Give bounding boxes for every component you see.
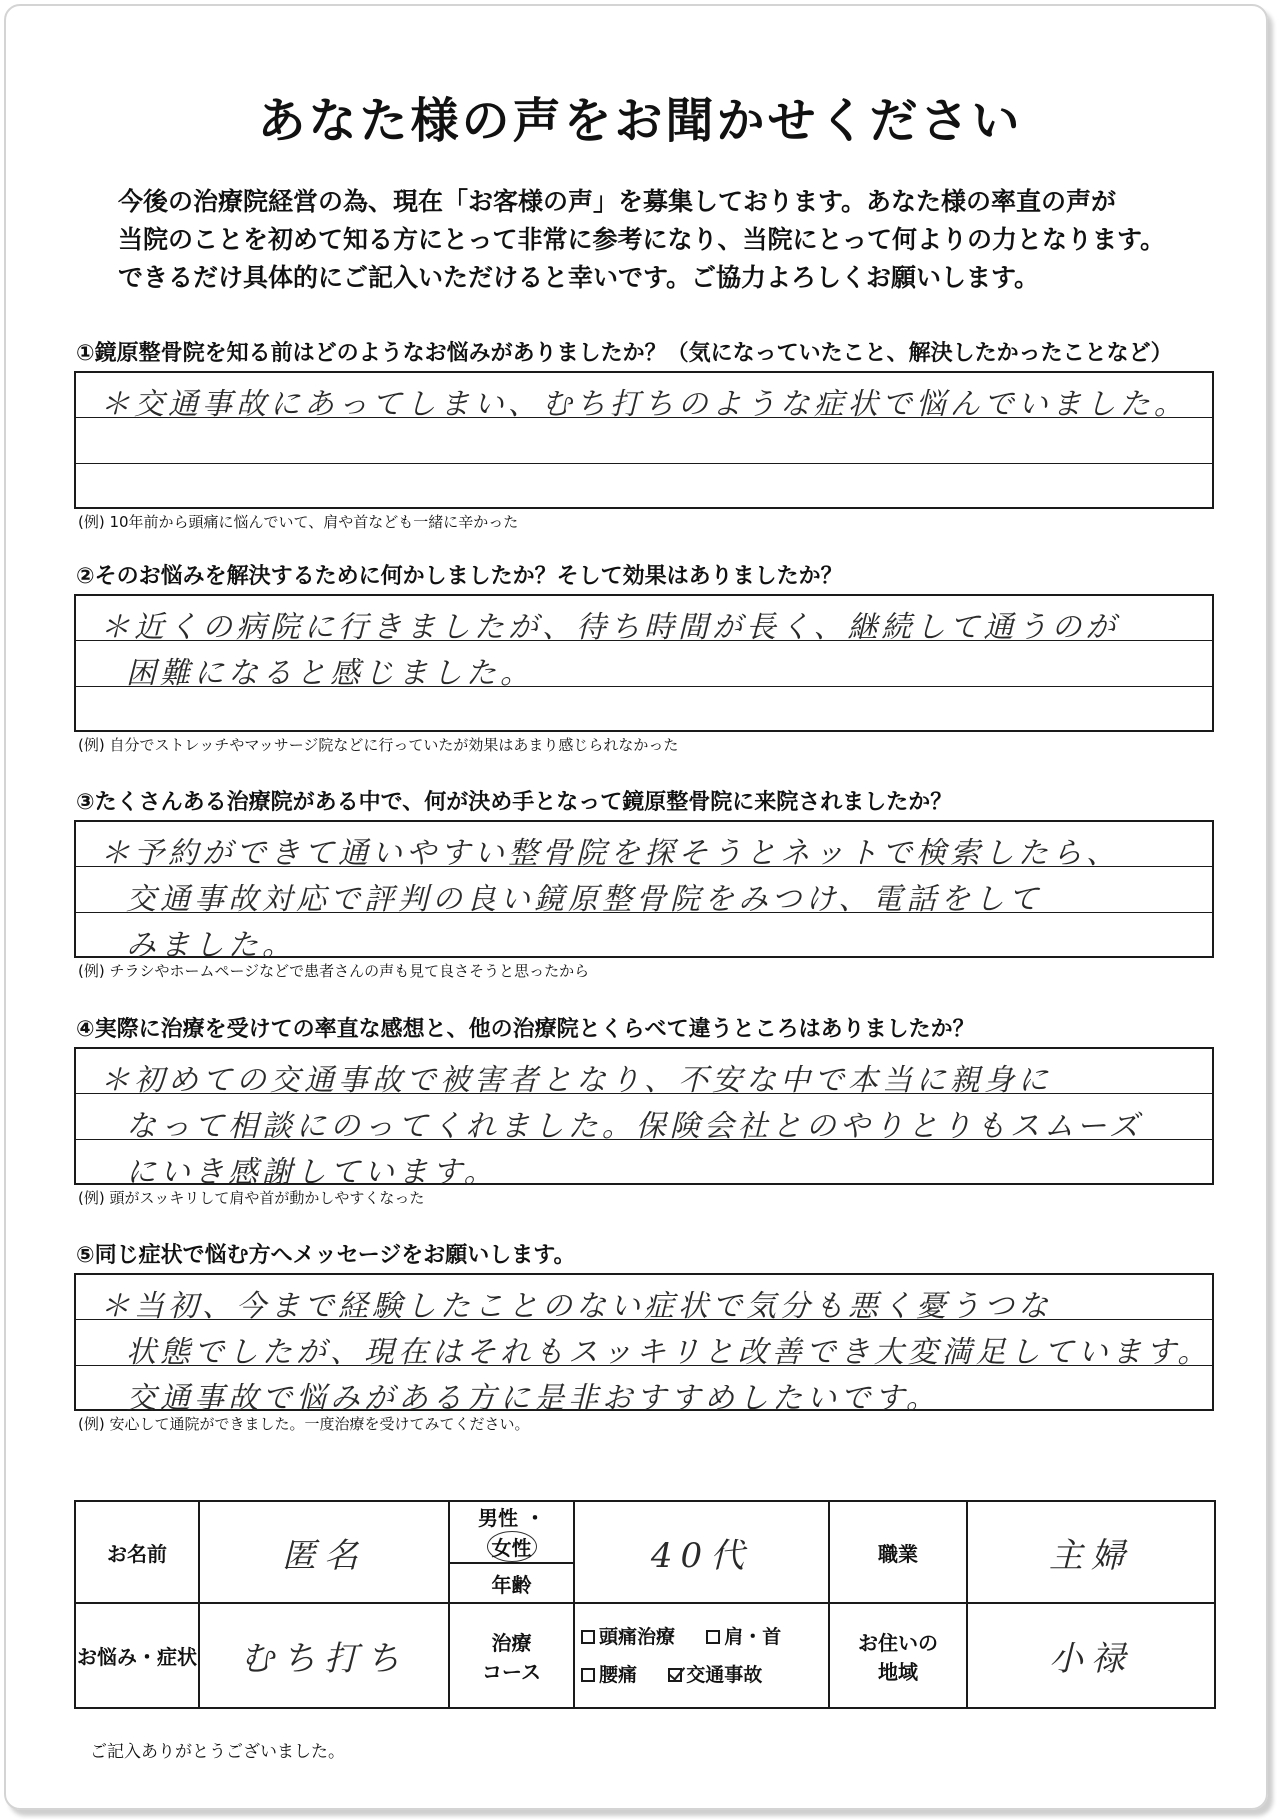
age-label: 年齢 (449, 1563, 574, 1603)
question-label: ③たくさんある治療院がある中で、何が決め手となって鏡原整骨院に来院されましたか？ (76, 790, 953, 815)
handwritten-answer-line: 状態でしたが、現在はそれもスッキリと改善でき大変満足しています。 (126, 1335, 1212, 1370)
checkbox-headache (581, 1630, 595, 1644)
course-label-line: コース (482, 1659, 541, 1684)
course-option-traffic-accident: 交通事故 (686, 1663, 763, 1686)
area-label (829, 1603, 967, 1708)
example-text: (例) 10年前から頭痛に悩んでいて、肩や首なども一緒に辛かった (78, 513, 519, 531)
question-section-1 (74, 336, 1214, 532)
answer-box (74, 371, 1214, 509)
thank-you-note: ご記入ありがとうございました。 (90, 1742, 345, 1762)
question-label: ⑤同じ症状で悩む方へメッセージをお願いします。 (76, 1243, 576, 1268)
job-label: 職業 (829, 1501, 967, 1603)
answer-box (74, 1273, 1214, 1416)
handwritten-answer-line: なって相談にのってくれました。保険会社とのやりとりもスムーズ (126, 1109, 1143, 1144)
checkbox-backpain (581, 1668, 595, 1682)
question-section-4 (74, 1012, 1214, 1208)
question-label: ①鏡原整骨院を知る前はどのようなお悩みがありましたか？（気になっていたこと、解決したかったことなど） (76, 341, 1173, 366)
gender-field (449, 1501, 574, 1563)
handwritten-answer-line: ＊交通事故にあってしまい、むち打ちのような症状で悩んでいました。 (100, 387, 1188, 422)
ruled-line (76, 463, 1212, 464)
symptom-label: お悩み・症状 (75, 1603, 199, 1708)
course-options (574, 1603, 829, 1708)
checkbox-shoulder-neck (706, 1630, 720, 1644)
handwritten-answer-line: ＊初めての交通事故で被害者となり、不安な中で本当に親身に (100, 1063, 1052, 1098)
intro-line: 今後の治療院経営の為、現在「お客様の声」を募集しております。あなた様の率直の声が (118, 187, 1117, 216)
handwritten-answer-line: ＊近くの病院に行きましたが、待ち時間が長く、継続して通うのが (100, 610, 1120, 645)
area-label-line: お住いの (858, 1630, 938, 1655)
question-section-2 (74, 559, 1214, 755)
example-text: (例) 自分でストレッチやマッサージ院などに行っていたが効果はあまり感じられなかった (78, 736, 679, 754)
handwritten-answer-line: 交通事故で悩みがある方に是非おすすめしたいです。 (126, 1381, 940, 1416)
gender-male-option: 男性 (478, 1506, 519, 1530)
course-option-shoulder-neck: 肩・首 (724, 1625, 782, 1648)
checkbox-traffic-accident-checked (668, 1668, 682, 1682)
symptom-value: むち打ち (199, 1603, 449, 1708)
profile-table (74, 1500, 1216, 1709)
question-label: ②そのお悩みを解決するために何かしましたか？そして効果はありましたか？ (76, 564, 843, 589)
answer-box (74, 594, 1214, 732)
answer-box (74, 820, 1214, 963)
course-option-backpain: 腰痛 (599, 1663, 638, 1686)
area-label-line: 地域 (878, 1659, 918, 1684)
example-text: (例) 頭がスッキリして肩や首が動かしやすくなった (78, 1189, 425, 1207)
name-value: 匿名 (199, 1501, 449, 1603)
job-value: 主婦 (967, 1501, 1215, 1603)
question-section-3 (74, 785, 1214, 981)
handwritten-answer-line: ＊当初、今まで経験したことのない症状で気分も悪く憂うつな (100, 1289, 1052, 1324)
example-text: (例) チラシやホームページなどで患者さんの声も見て良さそうと思ったから (78, 962, 590, 980)
answer-box (74, 1047, 1214, 1190)
example-text: (例) 安心して通院ができました。一度治療を受けてみてください。 (78, 1415, 530, 1433)
intro-line: 当院のことを初めて知る方にとって非常に参考になり、当院にとって何よりの力となります。 (118, 225, 1166, 254)
page-title: あなた様の声をお聞かせください (257, 93, 1023, 149)
course-option-headache: 頭痛治療 (599, 1625, 676, 1648)
gender-separator: ・ (524, 1506, 545, 1530)
handwritten-answer-line: にいき感謝しています。 (126, 1155, 498, 1190)
handwritten-answer-line: ＊予約ができて通いやすい整骨院を探そうとネットで検索したら、 (100, 836, 1120, 871)
handwritten-answer-line: 交通事故対応で評判の良い鏡原整骨院をみつけ、電話をして (126, 882, 1043, 917)
age-value: 40代 (574, 1501, 829, 1603)
intro-text (118, 183, 1218, 297)
intro-line: できるだけ具体的にご記入いただけると幸いです。ご協力よろしくお願いします。 (118, 263, 1040, 292)
question-label: ④実際に治療を受けての率直な感想と、他の治療院とくらべて違うところはありましたか？ (76, 1017, 975, 1042)
area-value: 小禄 (967, 1603, 1215, 1708)
name-label: お名前 (75, 1501, 199, 1603)
handwritten-answer-line: 困難になると感じました。 (126, 656, 534, 691)
handwritten-answer-line: みました。 (126, 928, 296, 963)
course-label-line: 治療 (491, 1630, 532, 1655)
course-label (449, 1603, 574, 1708)
gender-female-option: 女性 (487, 1531, 537, 1562)
question-section-5 (74, 1238, 1214, 1434)
